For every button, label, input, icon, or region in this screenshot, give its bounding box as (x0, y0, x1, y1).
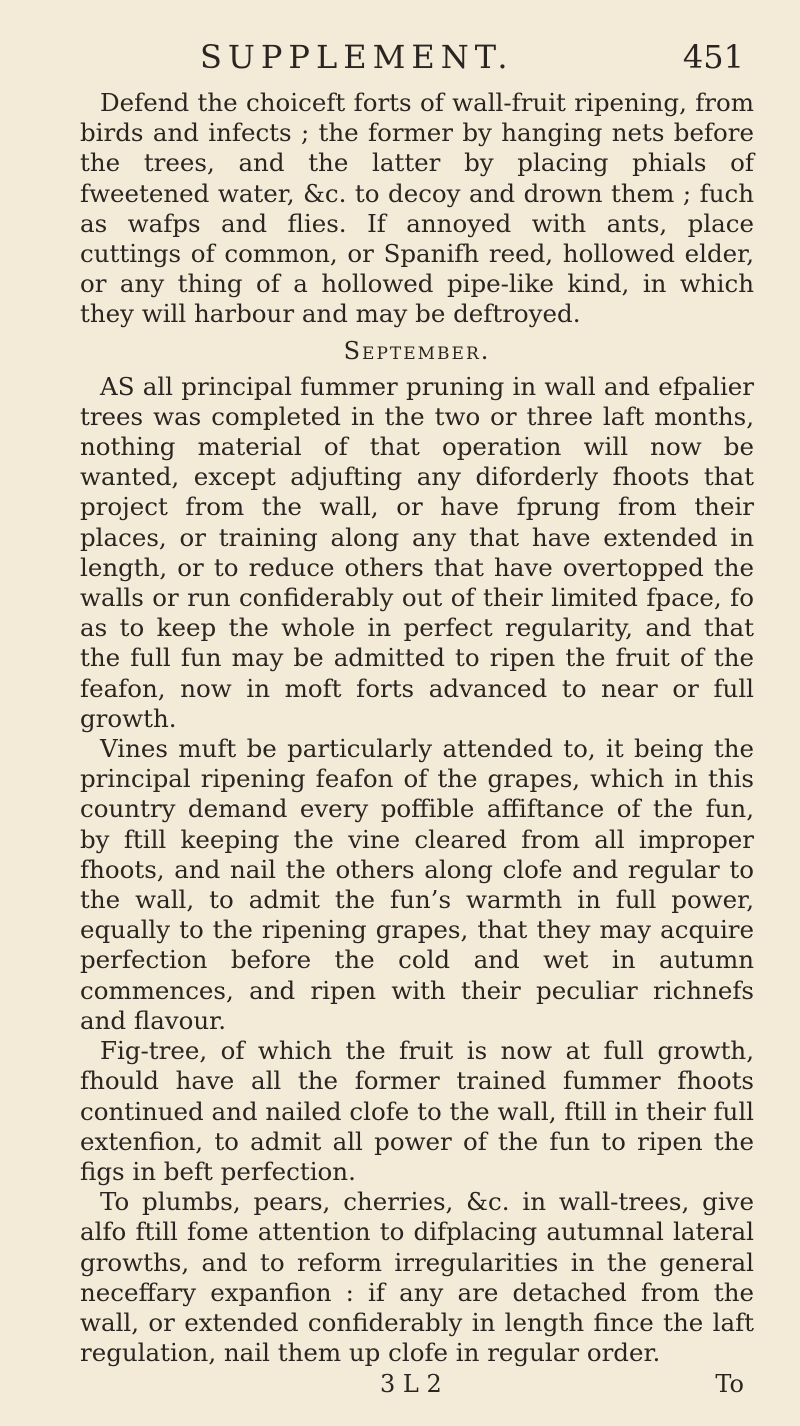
page-number: 451 (682, 38, 744, 76)
paragraph-pests: Defend the choiceft forts of wall-fruit ripening, from birds and infects ; the former by hanging nets before the trees, and the latter by placing phials of fweetened water, &c. to decoy and drown them ; fuch as wafps and flies. If annoyed with ants, place cuttings of common, or Spanifh reed, hollowed elder, or any thing of a hollowed pipe-like kind, in which they will harbour and may be deftroyed. (80, 88, 754, 329)
section-heading: September. (343, 336, 491, 365)
paragraph-fig-tree: Fig-tree, of which the fruit is now at full growth, fhould have all the former trained fummer fhoots continued and nailed clofe to the wall, ftill in their full extenfion, to admit all power of the fun to ripen the figs in beft perfection. (80, 1036, 754, 1186)
page-footer (80, 1370, 754, 1400)
paragraph-vines: Vines muft be particularly attended to, it being the principal ripening feafon of the grapes, which in this country demand every poffible affiftance of the fun, by ftill keeping the vine cleared from all improper fhoots, and nail the others along clofe and regular to the wall, to admit the fun’s warmth in full power, equally to the ripening grapes, that they may acquire perfection before the cold and wet in autumn commences, and ripen with their peculiar richnefs and flavour. (80, 734, 754, 1035)
running-header (80, 38, 754, 88)
paragraph-plumbs-pears: To plumbs, pears, cherries, &c. in wall-trees, give alfo ftill fome attention to difplacing autumnal lateral growths, and to reform irregularities in the general neceffary expanfion : if any are detached from the wall, or extended confiderably in length fince the laft regulation, nail them up clofe in regular order. (80, 1187, 754, 1368)
paragraph-summer-pruning: AS all principal fummer pruning in wall and efpalier trees was completed in the two or three laft months, nothing material of that operation will now be wanted, except adjufting any diforderly fhoots that project from the wall, or have fprung from their places, or training along any that have extended in length, or to reduce others that have overtopped the walls or run confiderably out of their limited fpace, fo as to keep the whole in perfect regularity, and that the full fun may be admitted to ripen the fruit of the feafon, now in moft forts advanced to near or full growth. (80, 371, 754, 733)
signature-mark: 3 L 2 (380, 1370, 442, 1399)
running-title: SUPPLEMENT. (200, 38, 514, 76)
catchword: To (715, 1370, 744, 1399)
